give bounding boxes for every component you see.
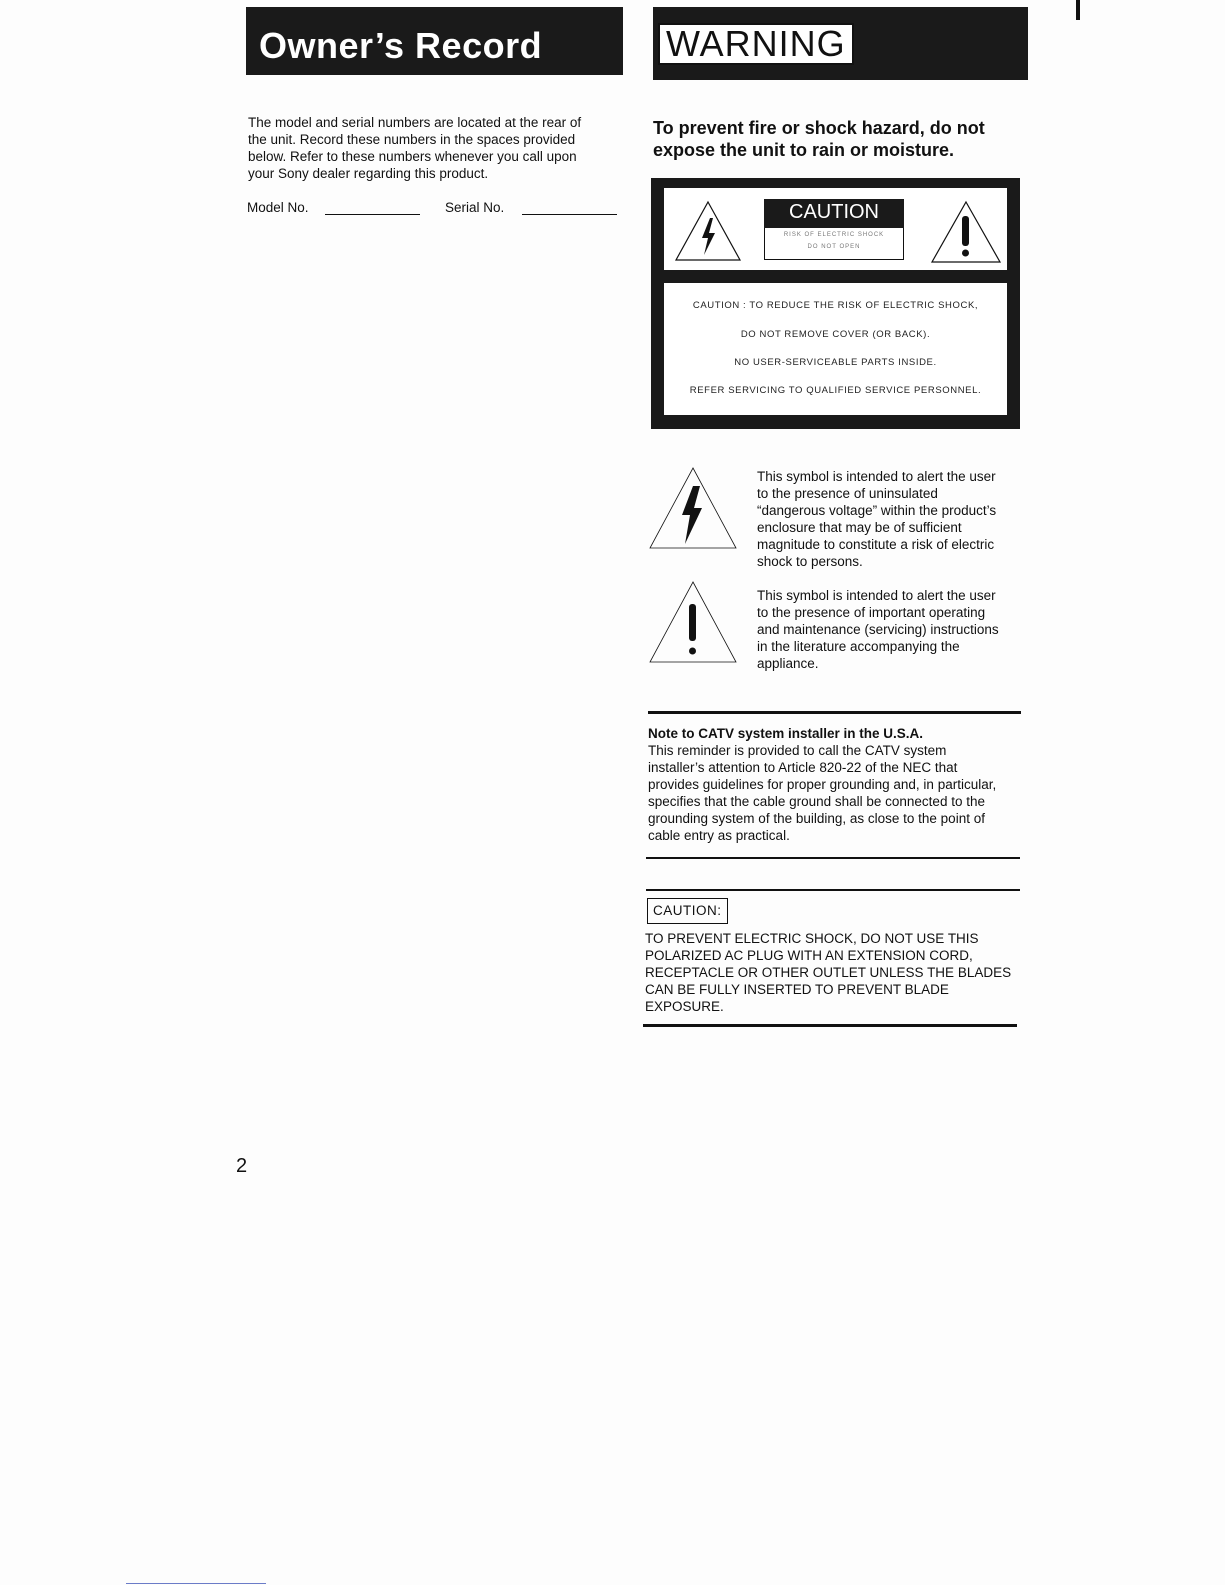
intro-line: The model and serial numbers are located at the rear of — [248, 115, 582, 130]
caution-line: CAUTION : TO REDUCE THE RISK OF ELECTRIC SHOCK, — [692, 300, 979, 311]
plug-caution-text — [645, 930, 1020, 1015]
symbol-text-line: to the presence of uninsulated — [757, 486, 938, 501]
model-number-field[interactable] — [325, 200, 420, 215]
divider — [646, 889, 1020, 891]
intro-line: below. Refer to these numbers whenever you call upon — [248, 149, 577, 164]
symbol-text-line: “dangerous voltage” within the product’s — [757, 503, 997, 518]
owners-record-title-bar — [246, 7, 623, 75]
serial-number-field[interactable] — [522, 200, 617, 215]
symbol-text-line: This symbol is intended to alert the user — [757, 469, 996, 484]
catv-note-title: Note to CATV system installer in the U.S.A. — [648, 726, 924, 741]
exclamation-symbol-explanation — [757, 587, 1019, 672]
caution-line: DO NOT REMOVE COVER (OR BACK). — [740, 329, 931, 340]
catv-note-line: grounding system of the building, as close to the point of — [648, 811, 985, 826]
warning-heading — [653, 117, 1013, 161]
symbol-text-line: This symbol is intended to alert the user — [757, 588, 996, 603]
symbol-text-line: appliance. — [757, 656, 819, 671]
bottom-edge-line — [126, 1583, 266, 1584]
plug-caution-line: TO PREVENT ELECTRIC SHOCK, DO NOT USE THIS — [645, 931, 979, 946]
warning-title-bar — [653, 7, 1028, 80]
caution-line: REFER SERVICING TO QUALIFIED SERVICE PERSONNEL. — [689, 385, 982, 396]
symbol-text-line: to the presence of important operating — [757, 605, 986, 620]
model-number-label: Model No. — [247, 200, 309, 215]
corner-mark — [1076, 0, 1080, 20]
caution-badge-text: CAUTION — [789, 201, 879, 223]
catv-note-line: cable entry as practical. — [648, 828, 790, 843]
exclamation-triangle-icon — [930, 200, 1002, 264]
catv-note-line: installer’s attention to Article 820-22 of the NEC that — [648, 760, 958, 775]
symbol-text-line: and maintenance (servicing) instructions — [757, 622, 999, 637]
exclamation-triangle-icon — [648, 580, 738, 664]
divider — [646, 857, 1020, 859]
lightning-triangle-icon — [674, 200, 742, 262]
caution-line: NO USER-SERVICEABLE PARTS INSIDE. — [734, 357, 937, 368]
catv-note-line: This reminder is provided to call the CATV system — [648, 743, 947, 758]
owners-record-intro — [248, 114, 608, 182]
lightning-triangle-icon — [648, 466, 738, 550]
catv-note — [648, 725, 1020, 844]
symbol-text-line: enclosure that may be of sufficient — [757, 520, 962, 535]
catv-note-line: provides guidelines for proper grounding and, in particular, — [648, 777, 997, 792]
divider — [648, 711, 1021, 714]
plug-caution-line: RECEPTACLE OR OTHER OUTLET UNLESS THE BLADES — [645, 965, 1012, 980]
lightning-symbol-explanation — [757, 468, 1019, 570]
intro-line: the unit. Record these numbers in the spaces provided — [248, 132, 576, 147]
owners-record-title: Owner’s Record — [259, 25, 543, 66]
intro-line: your Sony dealer regarding this product. — [248, 166, 489, 181]
symbol-text-line: in the literature accompanying the — [757, 639, 960, 654]
caution-sub-line: RISK OF ELECTRIC SHOCK — [783, 232, 885, 238]
plug-caution-line: POLARIZED AC PLUG WITH AN EXTENSION CORD, — [645, 948, 973, 963]
serial-number-label: Serial No. — [445, 200, 505, 215]
warning-heading-line: expose the unit to rain or moisture. — [653, 140, 955, 160]
caution-sub-line: DO NOT OPEN — [807, 244, 861, 250]
catv-note-line: specifies that the cable ground shall be connected to the — [648, 794, 985, 809]
page-number: 2 — [236, 1155, 248, 1177]
plug-caution-line: CAN BE FULLY INSERTED TO PREVENT BLADE — [645, 982, 949, 997]
symbol-text-line: shock to persons. — [757, 554, 863, 569]
symbol-text-line: magnitude to constitute a risk of electric — [757, 537, 995, 552]
plug-caution-line: EXPOSURE. — [645, 999, 724, 1014]
warning-heading-line: To prevent fire or shock hazard, do not — [653, 118, 985, 138]
warning-title: WARNING — [658, 23, 854, 65]
divider — [643, 1024, 1017, 1027]
plug-caution-label: CAUTION: — [647, 898, 728, 924]
